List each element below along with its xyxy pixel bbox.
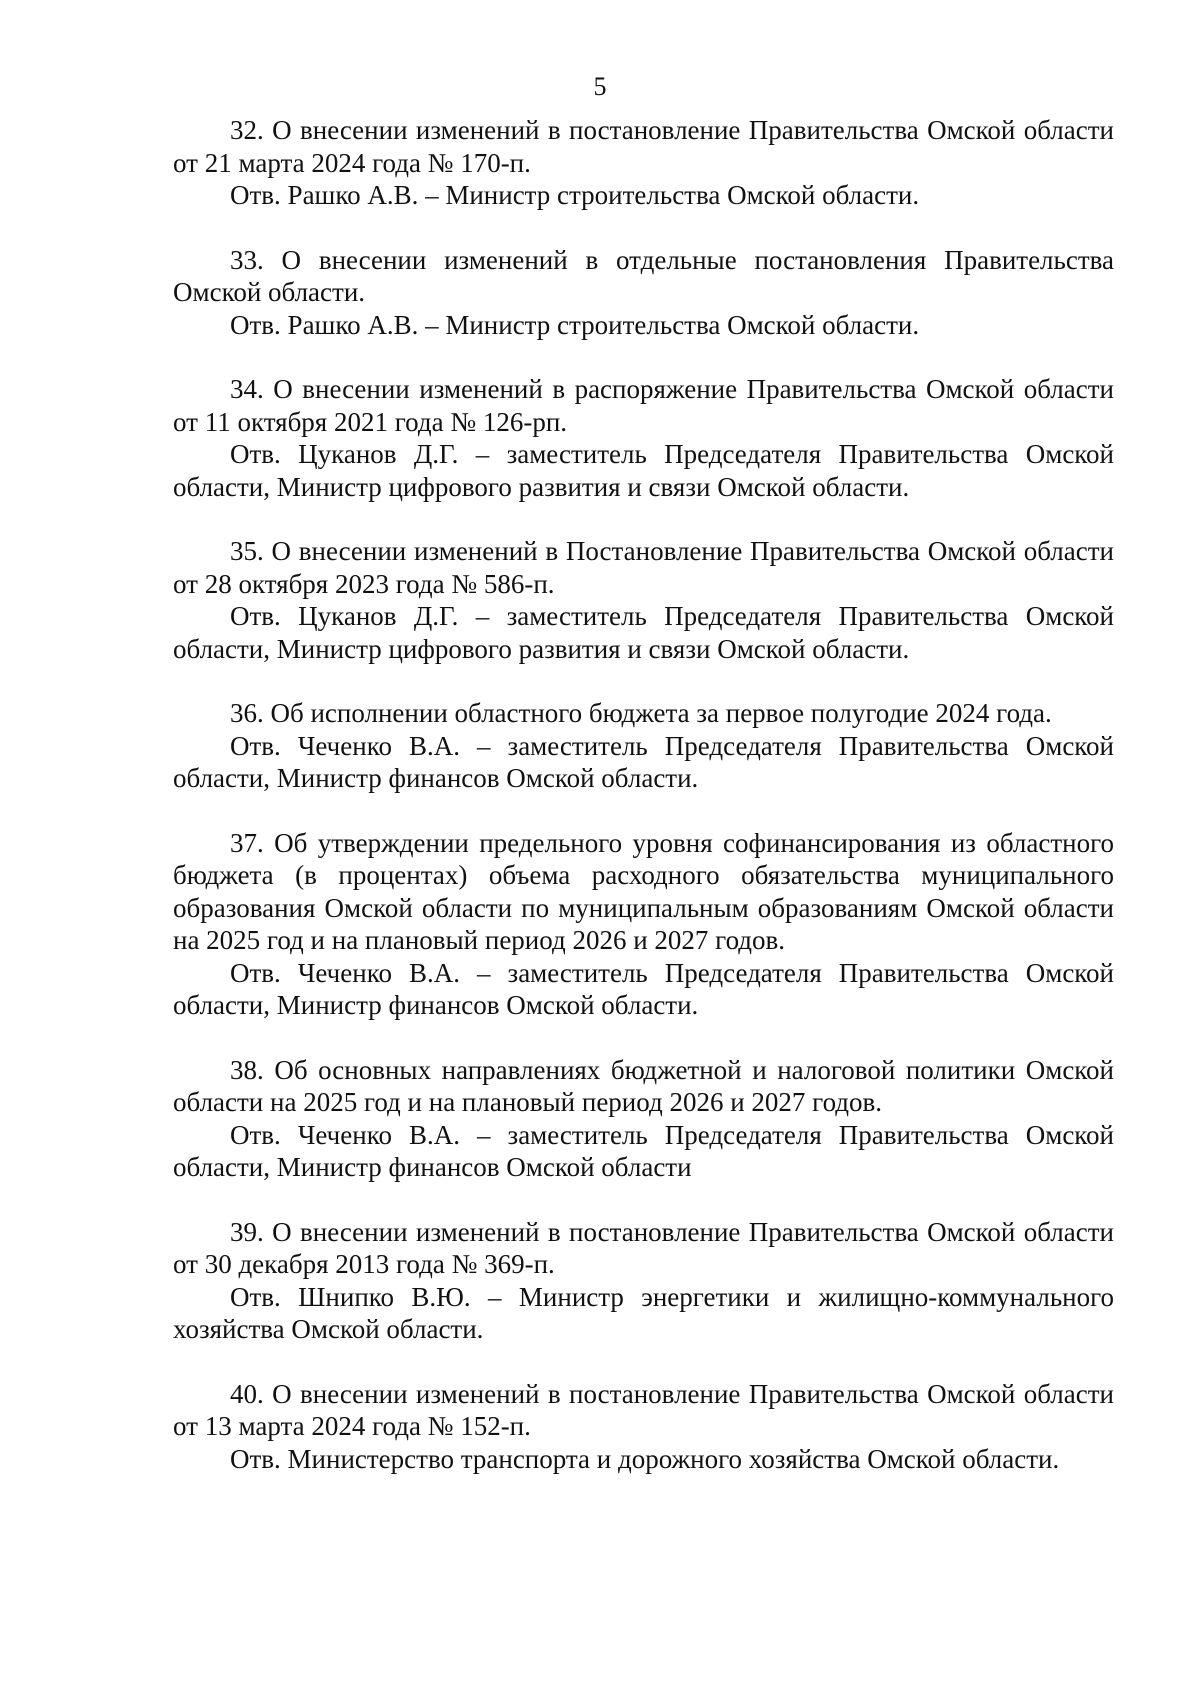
agenda-item-title: 39. О внесении изменений в постановление Правительства Омской области от 30 декабря 2013 года № 369-п. (173, 1216, 1114, 1279)
agenda-item-title: 37. Об утверждении предельного уровня софинансирования из областного бюджета (в процентах) объема расходного обязательства муниципального образования Омской области по муниципальным образованиям Омской области на 2025 год и на плановый период 2026 и 2027 годов. (173, 827, 1114, 955)
agenda-item-title: 33. О внесении изменений в отдельные постановления Правительства Омской области. (173, 244, 1114, 307)
agenda-item-33 (173, 244, 1114, 342)
agenda-item-responsible: Отв. Чеченко В.А. – заместитель Председателя Правительства Омской области, Министр финансов Омской области (173, 1119, 1114, 1182)
agenda-item-39 (173, 1216, 1114, 1346)
agenda-item-34 (173, 373, 1114, 503)
agenda-item-responsible: Отв. Шнипко В.Ю. – Министр энергетики и жилищно-коммунального хозяйства Омской области. (173, 1281, 1114, 1344)
agenda-item-responsible: Отв. Чеченко В.А. – заместитель Председателя Правительства Омской области, Министр финансов Омской области. (173, 730, 1114, 793)
agenda-item-title: 35. О внесении изменений в Постановление Правительства Омской области от 28 октября 2023 года № 586-п. (173, 536, 1114, 599)
agenda-item-responsible: Отв. Цуканов Д.Г. – заместитель Председателя Правительства Омской области, Министр цифрового развития и связи Омской области. (173, 601, 1114, 664)
agenda-item-responsible: Отв. Чеченко В.А. – заместитель Председателя Правительства Омской области, Министр финансов Омской области. (173, 957, 1114, 1020)
agenda-item-title: 38. Об основных направлениях бюджетной и налоговой политики Омской области на 2025 год и на плановый период 2026 и 2027 годов. (173, 1054, 1114, 1117)
agenda-item-40 (173, 1378, 1114, 1476)
agenda-list (173, 114, 1114, 1507)
agenda-item-title: 34. О внесении изменений в распоряжение Правительства Омской области от 11 октября 2021 года № 126-рп. (173, 374, 1114, 437)
agenda-item-title: 36. Об исполнении областного бюджета за первое полугодие 2024 года. (230, 698, 1052, 728)
agenda-item-responsible: Отв. Цуканов Д.Г. – заместитель Председателя Правительства Омской области, Министр цифрового развития и связи Омской области. (173, 439, 1114, 502)
agenda-item-title: 40. О внесении изменений в постановление Правительства Омской области от 13 марта 2024 года № 152-п. (173, 1378, 1114, 1441)
agenda-item-35 (173, 535, 1114, 665)
agenda-item-responsible: Отв. Министерство транспорта и дорожного хозяйства Омской области. (230, 1443, 1060, 1474)
agenda-item-title: 32. О внесении изменений в постановление Правительства Омской области от 21 марта 2024 года № 170-п. (173, 115, 1114, 178)
agenda-item-37 (173, 827, 1114, 1022)
agenda-item-36 (173, 697, 1114, 795)
agenda-item-32 (173, 114, 1114, 212)
agenda-item-responsible: Отв. Рашко А.В. – Министр строительства Омской области. (230, 180, 920, 210)
agenda-item-responsible: Отв. Рашко А.В. – Министр строительства Омской области. (230, 309, 920, 340)
page-number: 5 (593, 72, 607, 101)
agenda-item-38 (173, 1054, 1114, 1184)
